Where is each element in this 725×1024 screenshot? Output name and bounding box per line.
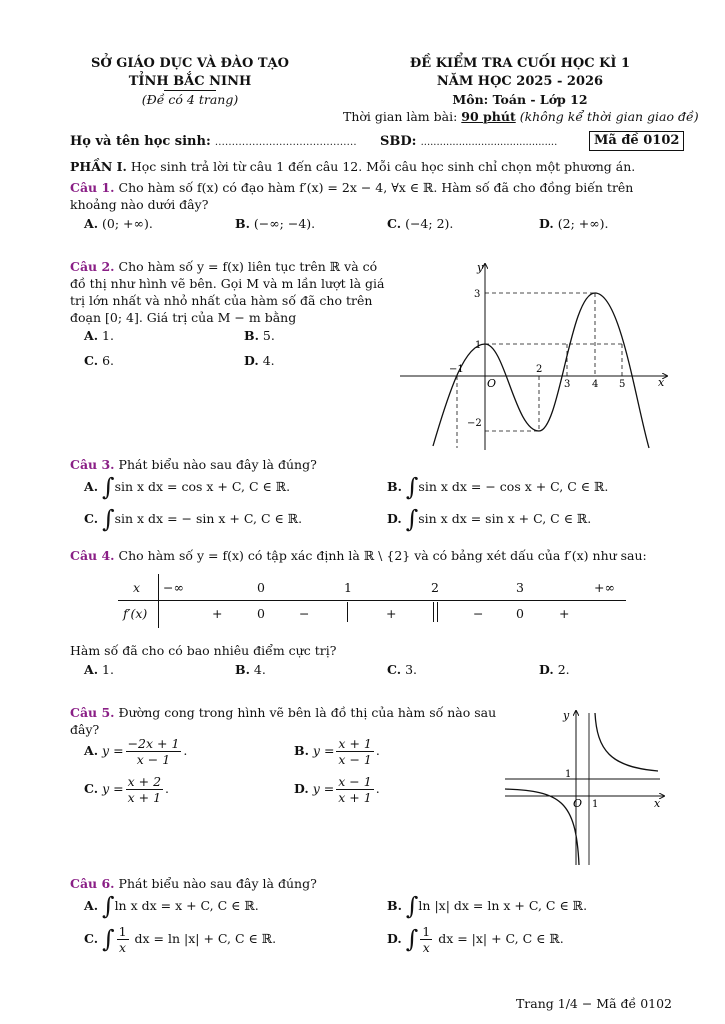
numerator: 1 — [422, 924, 431, 939]
integral-sign: ∫ — [405, 505, 419, 533]
option-key: B. — [235, 662, 250, 677]
q5-option-c[interactable]: C. y = $\frac{x + 2}{x + 1}$ . — [84, 774, 170, 805]
sign-value: − — [299, 606, 310, 621]
x-axis-label: x — [658, 376, 665, 389]
integral-sign: ∫ — [102, 505, 115, 533]
option-prefix: y = — [312, 781, 335, 796]
q2-option-c[interactable] — [84, 352, 114, 369]
q2-line-1: Cho hàm số y = f(x) liên tục trên ℝ và có — [118, 259, 378, 274]
q6-text: Phát biểu nào sau đây là đúng? — [118, 876, 317, 891]
q6-option-a[interactable] — [84, 892, 259, 920]
sign-value: − — [473, 606, 484, 621]
origin-label: O — [573, 797, 583, 810]
page-count-note: (Đề có 4 trang) — [141, 92, 239, 107]
student-name-line — [70, 134, 357, 149]
q4-option-b[interactable] — [235, 661, 266, 678]
option-key: A. — [84, 898, 99, 913]
sign-value: + — [212, 606, 223, 621]
tick-y-1: 1 — [475, 340, 482, 351]
q2-option-d[interactable] — [244, 352, 275, 369]
sign-table — [118, 574, 626, 628]
q5-option-d[interactable]: D. y = $\frac{x - 1}{x + 1}$ . — [294, 774, 380, 805]
table-hline — [118, 600, 626, 601]
denominator: x — [422, 940, 430, 955]
question-2 — [70, 258, 388, 275]
q5-text-cont: đây? — [70, 722, 100, 737]
header-underline — [164, 90, 216, 91]
question-5 — [70, 704, 496, 721]
question-3 — [70, 456, 317, 473]
option-key: A. — [84, 662, 99, 677]
numerator: 1 — [118, 924, 127, 939]
page-footer: Trang 1/4 − Mã đề 0102 — [515, 996, 672, 1011]
part1-heading — [70, 158, 635, 175]
option-value: ln |x| dx = ln x + C, C ∈ ℝ. — [418, 898, 588, 913]
option-value: 1. — [102, 662, 114, 677]
q3-option-d[interactable] — [387, 505, 592, 533]
undefined-marker-1 — [347, 602, 348, 622]
student-name-field[interactable]: .......................................... — [214, 137, 357, 148]
q6-option-d[interactable] — [387, 922, 564, 956]
q5-hyperbola-graph — [500, 705, 670, 867]
time-value: 90 phút — [461, 109, 516, 124]
option-value: 4. — [262, 353, 275, 368]
question-1 — [70, 179, 633, 196]
option-value: 1. — [102, 328, 114, 343]
option-key: D. — [539, 216, 554, 231]
option-key: B. — [387, 898, 402, 913]
option-key: B. — [294, 743, 309, 758]
q5-label: Câu 5. — [70, 705, 115, 720]
row-fprime-label: f′(x) — [123, 606, 148, 621]
denominator: x − 1 — [338, 752, 372, 767]
tick-y-minus2: −2 — [467, 418, 482, 429]
fraction — [126, 736, 182, 767]
integral-sign: ∫ — [405, 473, 419, 501]
tick-y-3: 3 — [474, 289, 481, 300]
q3-label: Câu 3. — [70, 457, 115, 472]
q2-label: Câu 2. — [70, 259, 115, 274]
right-branch — [595, 713, 658, 771]
option-key: B. — [244, 328, 259, 343]
origin-label: O — [487, 377, 497, 390]
sign-value: 0 — [257, 606, 265, 621]
part1-title: PHẦN I. — [70, 159, 127, 174]
q4-option-a[interactable] — [84, 661, 114, 678]
q5-text: Đường cong trong hình vẽ bên là đồ thị của hàm số nào sau — [118, 705, 497, 720]
time-prefix: Thời gian làm bài: — [343, 109, 458, 124]
sign-value: + — [559, 606, 570, 621]
school-year: NĂM HỌC 2025 - 2026 — [436, 74, 604, 89]
x-value: +∞ — [594, 580, 615, 595]
y-axis-label: y — [563, 709, 570, 722]
q2-line-3: trị lớn nhất và nhỏ nhất của hàm số đã cho trên — [70, 293, 373, 308]
fraction — [126, 774, 163, 805]
undefined-marker-2 — [433, 602, 438, 622]
q1-option-a[interactable] — [84, 215, 153, 232]
time-note: (không kể thời gian giao đề) — [519, 109, 699, 124]
exam-code-box: Mã đề 0102 — [589, 131, 684, 151]
numerator: x + 2 — [127, 774, 162, 789]
numerator: x + 1 — [338, 736, 372, 751]
x-value: 3 — [516, 580, 524, 595]
q2-function-graph — [395, 258, 675, 453]
integral-sign: ∫ — [405, 892, 419, 920]
q3-option-b[interactable] — [387, 473, 609, 501]
option-key: C. — [387, 216, 402, 231]
tick-x-minus1: −1 — [449, 364, 464, 375]
option-value: sin x dx = − cos x + C, C ∈ ℝ. — [418, 479, 609, 494]
x-value: 0 — [257, 580, 265, 595]
integral-sign: ∫ — [102, 473, 115, 501]
option-value: (0; +∞). — [102, 216, 153, 231]
numerator: −2x + 1 — [127, 736, 180, 751]
denominator: x − 1 — [136, 752, 171, 767]
option-key: A. — [84, 743, 99, 758]
x-value: −∞ — [163, 580, 184, 595]
option-value: 3. — [405, 662, 418, 677]
tick-x-5: 5 — [619, 379, 626, 390]
q2-option-a[interactable] — [84, 327, 114, 344]
province-name: TỈNH BẮC NINH — [128, 74, 252, 89]
denominator: x + 1 — [338, 790, 372, 805]
x-value: 2 — [431, 580, 439, 595]
q3-text: Phát biểu nào sau đây là đúng? — [118, 457, 317, 472]
q1-text: Cho hàm số f(x) có đạo hàm f′(x) = 2x − 4, ∀x ∈ ℝ. Hàm số đã cho đồng biến trên — [118, 180, 634, 195]
option-key: D. — [539, 662, 554, 677]
tick-y-1: 1 — [565, 769, 572, 780]
tick-x-4: 4 — [592, 379, 599, 390]
q2-option-b[interactable] — [244, 327, 275, 344]
option-value: ln x dx = x + C, C ∈ ℝ. — [114, 898, 259, 913]
option-value: (−4; 2). — [405, 216, 454, 231]
option-key: D. — [244, 353, 259, 368]
option-key: D. — [294, 781, 309, 796]
option-value: dx = ln |x| + C, C ∈ ℝ. — [134, 931, 277, 946]
tick-x-2: 2 — [536, 364, 543, 375]
q6-option-b[interactable] — [387, 892, 588, 920]
option-key: D. — [387, 931, 402, 946]
q1-option-c[interactable] — [387, 215, 453, 232]
integral-sign: ∫ — [102, 892, 115, 920]
q6-label: Câu 6. — [70, 876, 115, 891]
q3-option-c[interactable] — [84, 505, 303, 533]
sign-value: + — [386, 606, 397, 621]
option-prefix: y = — [312, 743, 335, 758]
option-value: sin x dx = cos x + C, C ∈ ℝ. — [114, 479, 291, 494]
option-key: C. — [387, 662, 402, 677]
option-value: sin x dx = − sin x + C, C ∈ ℝ. — [114, 511, 303, 526]
q4-option-d[interactable] — [539, 661, 570, 678]
student-name-label: Họ và tên học sinh: — [70, 134, 211, 149]
q1-label: Câu 1. — [70, 180, 115, 195]
sign-value: 0 — [516, 606, 524, 621]
q2-line-2: đồ thị như hình vẽ bên. Gọi M và m lần lượt là giá — [70, 276, 385, 291]
option-value: dx = |x| + C, C ∈ ℝ. — [438, 931, 564, 946]
option-key: A. — [84, 479, 99, 494]
tick-x-3: 3 — [564, 379, 571, 390]
option-key: C. — [84, 511, 99, 526]
fraction — [420, 924, 432, 955]
option-value: 6. — [102, 353, 115, 368]
tick-x-1: 1 — [592, 799, 599, 810]
exam-title: ĐỀ KIỂM TRA CUỐI HỌC KÌ 1 — [409, 56, 631, 71]
q1-option-b[interactable] — [235, 215, 315, 232]
numerator: x − 1 — [338, 774, 372, 789]
q1-text-cont: khoảng nào dưới đây? — [70, 197, 209, 212]
subject: Môn: Toán - Lớp 12 — [452, 92, 588, 107]
sbd-label: SBD: — [380, 134, 417, 149]
fraction — [336, 774, 373, 805]
option-value: 2. — [557, 662, 570, 677]
option-value: 4. — [253, 662, 266, 677]
option-value: (−∞; −4). — [253, 216, 316, 231]
table-vline — [158, 574, 159, 628]
q6-option-c[interactable] — [84, 922, 276, 956]
option-prefix: y = — [102, 743, 124, 758]
fraction — [336, 736, 373, 767]
q3-option-a[interactable] — [84, 473, 291, 501]
denominator: x — [119, 940, 127, 955]
denominator: x + 1 — [127, 790, 162, 805]
option-prefix: y = — [102, 781, 124, 796]
option-key: D. — [387, 511, 402, 526]
option-key: C. — [84, 353, 99, 368]
part1-instruction: Học sinh trả lời từ câu 1 đến câu 12. Mỗi câu học sinh chỉ chọn một phương án. — [130, 159, 636, 174]
x-axis-label: x — [654, 797, 661, 810]
q1-option-d[interactable] — [539, 215, 609, 232]
integral-sign: ∫ — [102, 925, 115, 953]
q4-option-c[interactable] — [387, 661, 417, 678]
option-key: C. — [84, 781, 99, 796]
integral-sign: ∫ — [405, 925, 419, 953]
option-value: 5. — [262, 328, 275, 343]
fraction — [117, 924, 129, 955]
left-branch — [505, 789, 579, 865]
q4-question: Hàm số đã cho có bao nhiêu điểm cực trị? — [70, 643, 337, 658]
q4-label: Câu 4. — [70, 548, 115, 563]
q5-option-b[interactable]: B. y = $\frac{x + 1}{x - 1}$ . — [294, 736, 380, 767]
department-name: SỞ GIÁO DỤC VÀ ĐÀO TẠO — [91, 56, 289, 71]
x-value: 1 — [344, 580, 352, 595]
q2-line-4: đoạn [0; 4]. Giá trị của M − m bằng — [70, 310, 297, 325]
sbd-line — [380, 134, 557, 149]
y-axis-label: y — [477, 261, 484, 274]
question-4 — [70, 547, 647, 564]
question-6 — [70, 875, 317, 892]
option-key: B. — [387, 479, 402, 494]
exam-time — [343, 109, 699, 124]
row-x-label: x — [133, 580, 141, 595]
option-key: A. — [84, 328, 99, 343]
sbd-field[interactable]: ........................................... — [420, 137, 558, 148]
q4-text: Cho hàm số y = f(x) có tập xác định là ℝ \ {2} và có bảng xét dấu của f′(x) như sau: — [118, 548, 647, 563]
option-value: (2; +∞). — [557, 216, 609, 231]
option-key: B. — [235, 216, 250, 231]
option-key: C. — [84, 931, 99, 946]
option-key: A. — [84, 216, 99, 231]
option-value: sin x dx = sin x + C, C ∈ ℝ. — [418, 511, 592, 526]
q5-option-a[interactable]: A. y = $\frac{-2x + 1}{x - 1}$ . — [84, 736, 188, 767]
